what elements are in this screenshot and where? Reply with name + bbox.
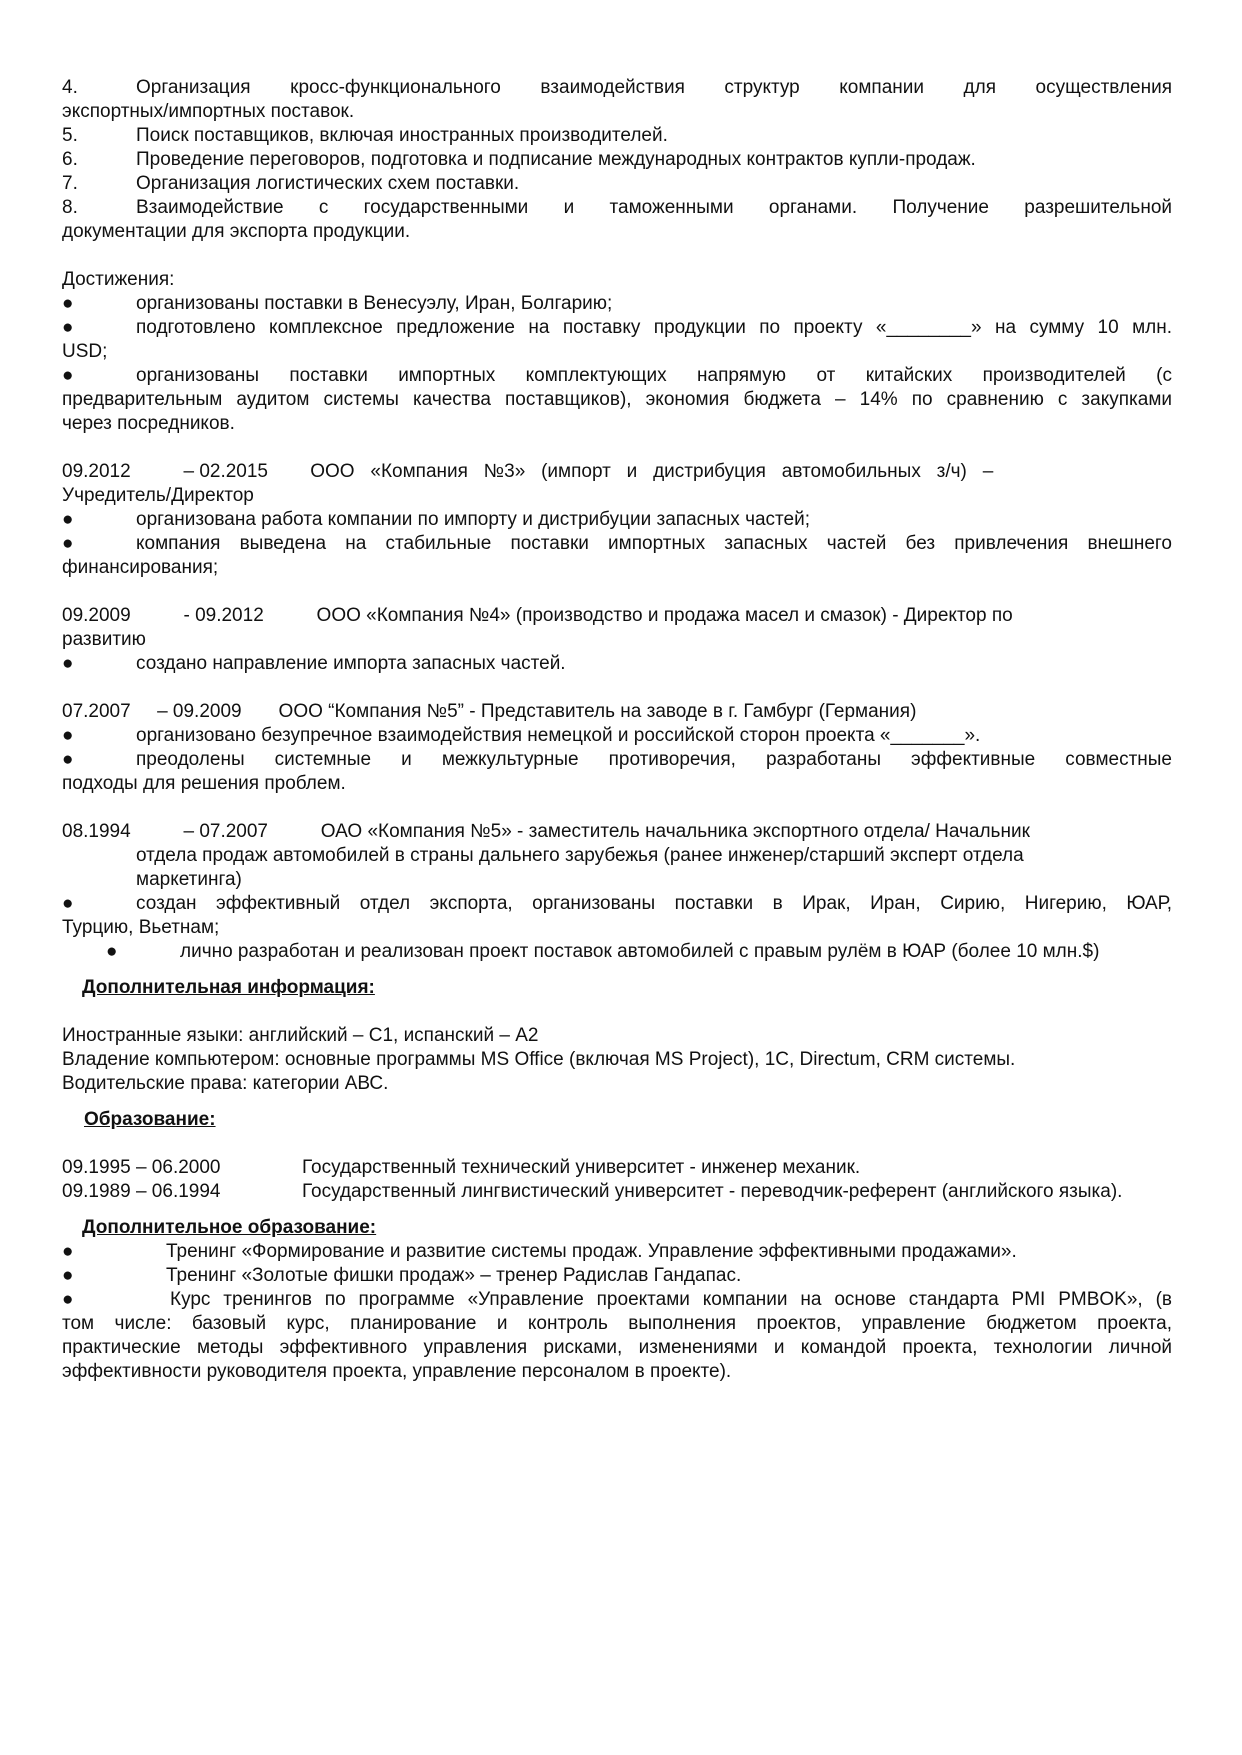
achievement-text-cont: через посредников. [62,413,235,434]
duty-text: Взаимодействие с государственными и таможенными органами. Получение разрешительной [136,197,1172,218]
job-item-text: преодолены системные и межкультурные противоречия, разработаны эффективные совместные [136,749,1172,770]
job-header: 08.1994 – 07.2007 ОАО «Компания №5» - заместитель начальника экспортного отдела/ Начальник [62,821,1030,842]
job-item-text-cont: подходы для решения проблем. [62,773,346,794]
achievement-text-cont: предварительным аудитом системы качества поставщиков), экономия бюджета – 14% по сравнению с закупками [62,389,1172,410]
bullet-icon: ● [62,1289,74,1310]
driver-license-text: Водительские права: категории АВС. [62,1073,389,1094]
languages-text: Иностранные языки: английский – С1, испанский – А2 [62,1025,539,1046]
job-item [62,532,1172,556]
job-subitem-text: лично разработан и реализован проект поставок автомобилей с правым рулём в ЮАР (более 10 млн.$) [180,941,1100,962]
job-header: 09.2012 – 02.2015 ООО «Компания №3» (импорт и дистрибуция автомобильных з/ч) – [62,461,994,482]
job-item-text: создано направление импорта запасных частей. [136,653,566,674]
job-item [62,724,1172,748]
bullet-icon: ● [62,317,74,338]
achievement-text: организованы поставки в Венесуэлу, Иран, Болгарию; [136,293,613,314]
duty-text: Организация логистических схем поставки. [136,173,520,194]
job-header: 07.2007 – 09.2009 ООО “Компания №5” - Представитель на заводе в г. Гамбург (Германия) [62,701,917,722]
job-item-text: компания выведена на стабильные поставки импортных запасных частей без привлечения внешнего [136,533,1172,554]
bullet-icon: ● [62,893,74,914]
training-text-cont: том числе: базовый курс, планирование и контроль выполнения проектов, управление бюджетом проекта, [62,1313,1172,1334]
job-header-cont: маркетинга) [136,869,242,890]
job-item-text-cont: финансирования; [62,557,219,578]
computer-skills-text: Владение компьютером: основные программы MS Office (включая MS Project), 1С, Directum, CRM системы. [62,1049,1016,1070]
job-header: 09.2009 - 09.2012 ООО «Компания №4» (производство и продажа масел и смазок) - Директор по [62,605,1013,626]
duty-text-cont: экспортных/импортных поставок. [62,101,355,122]
job-item-text-cont: Турцию, Вьетнам; [62,917,220,938]
education-item [62,1156,1172,1180]
job-item [62,892,1172,916]
education-dates: 09.1995 – 06.2000 [62,1157,221,1178]
achievement-item [62,292,1172,316]
achievement-text: подготовлено комплексное предложение на поставку продукции по проекту «________» на сумму 10 млн. [136,317,1172,338]
bullet-icon: ● [62,653,74,674]
achievements-title: Достижения: [62,269,175,290]
duty-number: 8. [62,197,78,218]
extra-education-heading: Дополнительное образование: [82,1217,377,1238]
duty-item [62,124,1172,148]
duty-item [62,76,1172,100]
training-item [62,1288,1172,1312]
duty-number: 5. [62,125,78,146]
achievement-text-cont: USD; [62,341,108,362]
training-text: Тренинг «Формирование и развитие системы продаж. Управление эффективными продажами». [166,1241,1017,1262]
duty-item [62,196,1172,220]
education-item [62,1180,1172,1204]
bullet-icon: ● [62,293,74,314]
job-item [62,748,1172,772]
bullet-icon: ● [62,509,74,530]
job-item-text: организовано безупречное взаимодействия немецкой и российской сторон проекта «_______». [136,725,981,746]
resume-page [62,76,1172,1384]
bullet-icon: ● [62,365,74,386]
education-heading: Образование: [84,1109,216,1130]
job-item-text: создан эффективный отдел экспорта, организованы поставки в Ирак, Иран, Сирию, Нигерию, ЮАР, [136,893,1172,914]
job-header-cont: Учредитель/Директор [62,485,254,506]
duty-text: Организация кросс-функционального взаимодействия структур компании для осуществления [136,77,1172,98]
training-item [62,1264,1172,1288]
achievement-item [62,364,1172,388]
duty-number: 4. [62,77,78,98]
job-subitem [62,940,1172,964]
training-item [62,1240,1172,1264]
job-header-cont: отдела продаж автомобилей в страны дальнего зарубежья (ранее инженер/старший эксперт отдела [136,845,1024,866]
achievement-text: организованы поставки импортных комплектующих напрямую от китайских производителей (с [136,365,1172,386]
training-text-cont: практические методы эффективного управления рисками, изменениями и командой проекта, технологии личной [62,1337,1172,1358]
training-text-cont: эффективности руководителя проекта, управление персоналом в проекте). [62,1361,732,1382]
job-item-text: организована работа компании по импорту и дистрибуции запасных частей; [136,509,810,530]
bullet-icon: ● [62,749,74,770]
duty-number: 7. [62,173,78,194]
job-item [62,652,1172,676]
duty-item [62,148,1172,172]
additional-info-heading: Дополнительная информация: [82,977,375,998]
bullet-icon: ● [62,725,74,746]
training-text: Тренинг «Золотые фишки продаж» – тренер Радислав Гандапас. [166,1265,742,1286]
bullet-icon: ● [106,941,118,962]
education-text: Государственный технический университет - инженер механик. [302,1157,861,1178]
education-dates: 09.1989 – 06.1994 [62,1181,221,1202]
job-header-cont: развитию [62,629,146,650]
duty-text-cont: документации для экспорта продукции. [62,221,411,242]
bullet-icon: ● [62,1265,74,1286]
bullet-icon: ● [62,1241,74,1262]
duty-number: 6. [62,149,78,170]
duty-text: Проведение переговоров, подготовка и подписание международных контрактов купли-продаж. [136,149,976,170]
bullet-icon: ● [62,533,74,554]
training-text: Курс тренингов по программе «Управление проектами компании на основе стандарта PMI PMBOK», (в [170,1289,1172,1310]
duty-text: Поиск поставщиков, включая иностранных производителей. [136,125,668,146]
education-text: Государственный лингвистический университет - переводчик-референт (английского языка). [302,1181,1123,1202]
duty-item [62,172,1172,196]
achievement-item [62,316,1172,340]
job-item [62,508,1172,532]
